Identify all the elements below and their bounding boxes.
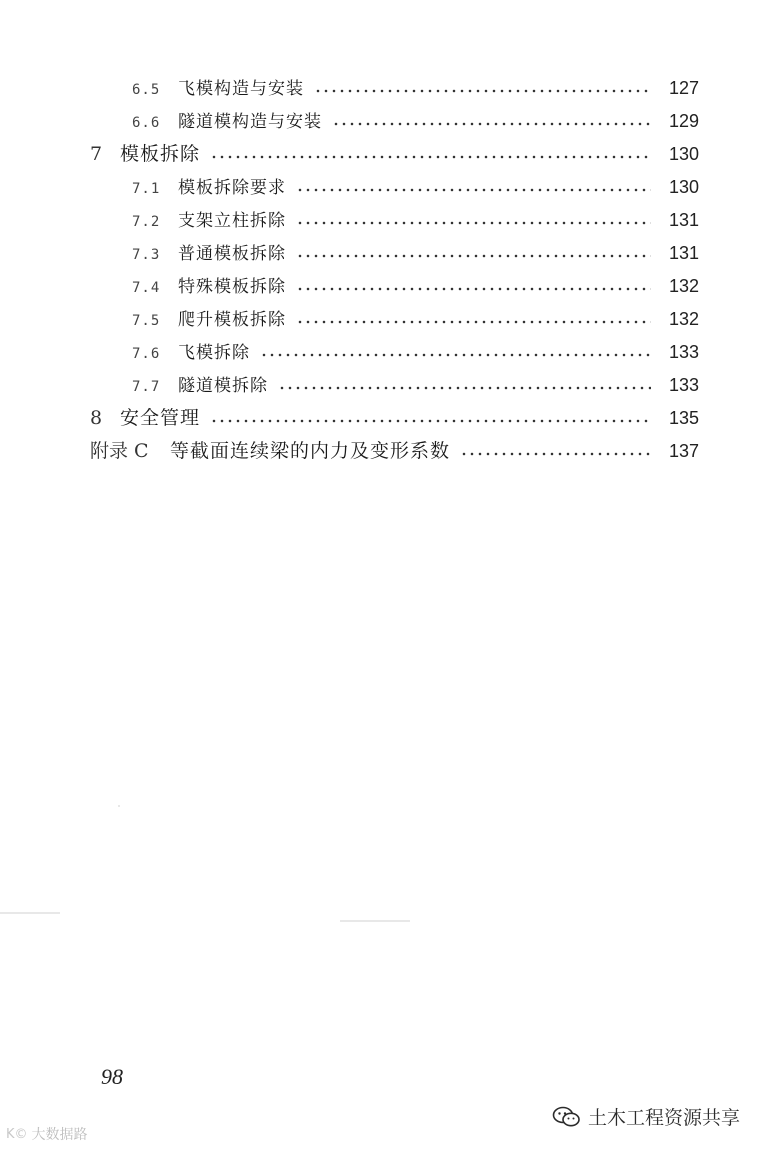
toc-chapter-title: 模板拆除: [120, 143, 201, 165]
wechat-icon: [552, 1106, 582, 1128]
toc-entry-page: 127: [668, 78, 699, 98]
watermark-right-text: 土木工程资源共享: [588, 1107, 741, 1129]
scan-artifact: [340, 920, 410, 922]
toc-chapter-page: 130: [668, 144, 699, 164]
toc-entry-number: 7.1: [132, 181, 161, 197]
toc-chapter-page: 135: [668, 408, 699, 428]
dot-leader: [296, 188, 651, 192]
toc-entry[interactable]: [132, 72, 699, 105]
toc-appendix-page: 137: [668, 441, 699, 461]
toc-chapter-title: 安全管理: [120, 407, 201, 429]
toc-appendix-label: 附录 C: [90, 440, 149, 462]
toc-entry-number: 6.5: [132, 82, 161, 98]
toc-entry-title: 爬升模板拆除: [178, 310, 286, 330]
toc-chapter-number: 7: [90, 143, 103, 165]
toc-entry-page: 133: [668, 375, 699, 395]
toc-entry[interactable]: [132, 171, 699, 204]
toc-entry-number: 7.2: [132, 214, 161, 230]
toc-entry[interactable]: [132, 369, 699, 402]
toc-entry-title: 支架立柱拆除: [178, 211, 286, 231]
watermark-right: [552, 1103, 740, 1130]
toc-chapter-number: 8: [90, 407, 103, 429]
toc-entry[interactable]: [132, 237, 699, 270]
dot-leader: [260, 353, 651, 357]
toc-entry-page: 132: [668, 276, 699, 296]
toc-entry-title: 隧道模拆除: [178, 376, 268, 396]
toc-entry-number: 7.4: [132, 280, 161, 296]
scan-artifact: [118, 805, 120, 807]
dot-leader: [210, 419, 651, 423]
toc-chapter[interactable]: [90, 402, 699, 435]
toc-appendix[interactable]: [90, 435, 699, 468]
toc-entry-title: 飞模构造与安装: [178, 79, 304, 99]
toc-entry[interactable]: [132, 303, 699, 336]
toc-entry-title: 普通模板拆除: [178, 244, 286, 264]
page-number: 98: [101, 1064, 123, 1089]
toc-entry-number: 6.6: [132, 115, 161, 131]
toc-entry-title: 飞模拆除: [178, 343, 250, 363]
toc-entry[interactable]: [132, 105, 699, 138]
toc-entry-page: 132: [668, 309, 699, 329]
dot-leader: [296, 221, 651, 225]
toc-entry-title: 隧道模构造与安装: [178, 112, 322, 132]
dot-leader: [210, 155, 651, 159]
toc-entry-page: 131: [668, 243, 699, 263]
toc-entry[interactable]: [132, 336, 699, 369]
watermark-left-text: 大数据路: [31, 1127, 88, 1143]
watermark-logo-icon: K©: [6, 1126, 28, 1142]
scan-artifact: [0, 912, 60, 914]
toc-entry-page: 130: [668, 177, 699, 197]
toc-entry[interactable]: [132, 204, 699, 237]
toc-entry[interactable]: [132, 270, 699, 303]
toc-entry-number: 7.5: [132, 313, 161, 329]
toc-chapter[interactable]: [90, 138, 699, 171]
dot-leader: [278, 386, 651, 390]
toc-entry-page: 129: [668, 111, 699, 131]
dot-leader: [332, 122, 651, 126]
dot-leader: [296, 287, 651, 291]
watermark-left: [6, 1124, 88, 1144]
toc-entry-title: 模板拆除要求: [178, 178, 286, 198]
dot-leader: [296, 320, 651, 324]
dot-leader: [296, 254, 651, 258]
toc-entry-title: 特殊模板拆除: [178, 277, 286, 297]
toc-entry-number: 7.6: [132, 346, 161, 362]
dot-leader: [460, 452, 651, 456]
toc-entry-page: 133: [668, 342, 699, 362]
toc-entry-page: 131: [668, 210, 699, 230]
toc-entry-number: 7.7: [132, 379, 161, 395]
toc-entry-number: 7.3: [132, 247, 161, 263]
toc-appendix-title: 等截面连续梁的内力及变形系数: [170, 440, 451, 462]
dot-leader: [314, 89, 651, 93]
